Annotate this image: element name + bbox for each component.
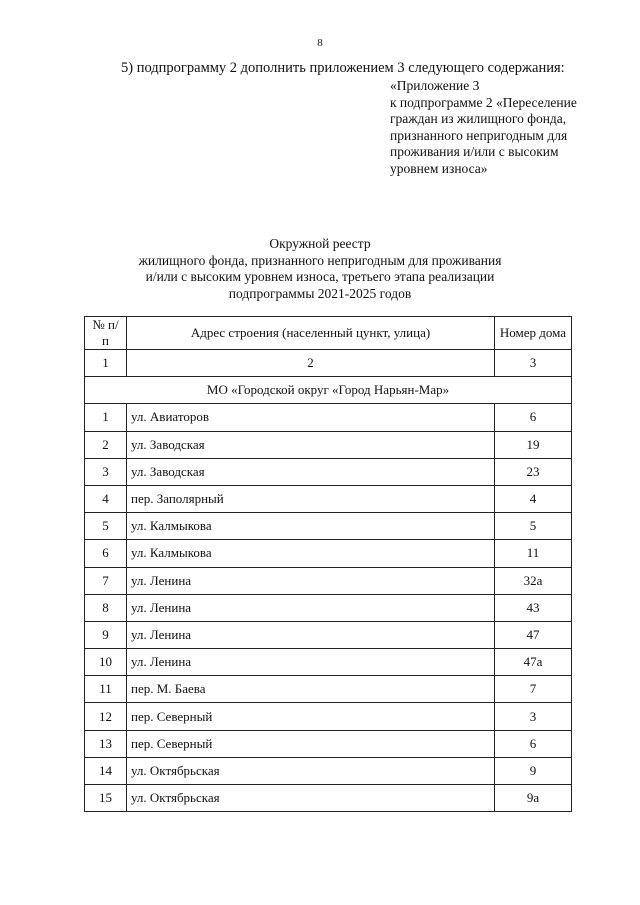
index-house: 3 — [495, 350, 572, 377]
row-address: пер. Северный — [127, 703, 495, 730]
row-num: 8 — [85, 594, 127, 621]
row-address: ул. Калмыкова — [127, 540, 495, 567]
row-address: ул. Ленина — [127, 621, 495, 648]
header-num: № п/п — [85, 317, 127, 350]
row-num: 4 — [85, 485, 127, 512]
table-row — [85, 785, 572, 812]
row-house-number: 9а — [495, 785, 572, 812]
row-address: ул. Авиаторов — [127, 404, 495, 431]
row-address: ул. Октябрьская — [127, 757, 495, 784]
row-address: пер. Северный — [127, 730, 495, 757]
table-header-row — [85, 317, 572, 350]
row-address: ул. Ленина — [127, 594, 495, 621]
table-row — [85, 431, 572, 458]
table-row — [85, 676, 572, 703]
table-row — [85, 703, 572, 730]
row-num: 2 — [85, 431, 127, 458]
appendix-line: «Приложение 3 — [390, 78, 480, 93]
document-title — [0, 236, 640, 302]
table-row — [85, 730, 572, 757]
row-num: 13 — [85, 730, 127, 757]
row-num: 15 — [85, 785, 127, 812]
row-house-number: 23 — [495, 458, 572, 485]
page-number: 8 — [317, 37, 323, 49]
row-num: 11 — [85, 676, 127, 703]
row-house-number: 19 — [495, 431, 572, 458]
table-row — [85, 567, 572, 594]
row-house-number: 9 — [495, 757, 572, 784]
row-address: ул. Заводская — [127, 458, 495, 485]
row-address: ул. Калмыкова — [127, 513, 495, 540]
row-num: 1 — [85, 404, 127, 431]
row-house-number: 6 — [495, 404, 572, 431]
row-num: 14 — [85, 757, 127, 784]
row-address: ул. Ленина — [127, 649, 495, 676]
intro-paragraph: 5) подпрограмму 2 дополнить приложением 3 следующего содержания: — [121, 60, 565, 76]
row-house-number: 47а — [495, 649, 572, 676]
row-num: 7 — [85, 567, 127, 594]
row-num: 3 — [85, 458, 127, 485]
table-body — [85, 350, 572, 812]
index-num: 1 — [85, 350, 127, 377]
table-row — [85, 404, 572, 431]
table-row — [85, 594, 572, 621]
row-house-number: 3 — [495, 703, 572, 730]
row-num: 10 — [85, 649, 127, 676]
row-address: пер. М. Баева — [127, 676, 495, 703]
appendix-line: граждан из жилищного фонда, — [390, 111, 567, 126]
row-num: 6 — [85, 540, 127, 567]
row-house-number: 43 — [495, 594, 572, 621]
table-row — [85, 540, 572, 567]
row-house-number: 6 — [495, 730, 572, 757]
group-row — [85, 377, 572, 404]
index-address: 2 — [127, 350, 495, 377]
header-address: Адрес строения (населенный цункт, улица) — [127, 317, 495, 350]
row-house-number: 11 — [495, 540, 572, 567]
row-house-number: 5 — [495, 513, 572, 540]
title-line: и/или с высоким уровнем износа, третьего этапа реализации — [145, 269, 495, 284]
title-line: подпрограммы 2021-2025 годов — [228, 285, 412, 301]
title-line: жилищного фонда, признанного непригодным для проживания — [138, 252, 502, 268]
title-line: Окружной реестр — [269, 236, 371, 251]
table-row — [85, 757, 572, 784]
group-label: МО «Городской округ «Город Нарьян-Мар» — [85, 377, 572, 404]
appendix-line: признанного непригодным для — [390, 127, 568, 143]
appendix-line: уровнем износа» — [390, 160, 488, 176]
row-address: ул. Ленина — [127, 567, 495, 594]
appendix-reference — [390, 78, 620, 177]
row-house-number: 32а — [495, 567, 572, 594]
header-house: Номер дома — [495, 317, 572, 350]
row-num: 9 — [85, 621, 127, 648]
table-row — [85, 621, 572, 648]
row-address: ул. Заводская — [127, 431, 495, 458]
table-row — [85, 513, 572, 540]
row-num: 12 — [85, 703, 127, 730]
row-address: пер. Заполярный — [127, 485, 495, 512]
appendix-line: проживания и/или с высоким — [390, 144, 559, 159]
row-address: ул. Октябрьская — [127, 785, 495, 812]
table-row — [85, 485, 572, 512]
registry-table — [84, 316, 572, 812]
table-row — [85, 649, 572, 676]
column-index-row — [85, 350, 572, 377]
appendix-line: к подпрограмме 2 «Переселение — [390, 94, 577, 110]
row-house-number: 4 — [495, 485, 572, 512]
table-row — [85, 458, 572, 485]
row-num: 5 — [85, 513, 127, 540]
row-house-number: 7 — [495, 676, 572, 703]
row-house-number: 47 — [495, 621, 572, 648]
